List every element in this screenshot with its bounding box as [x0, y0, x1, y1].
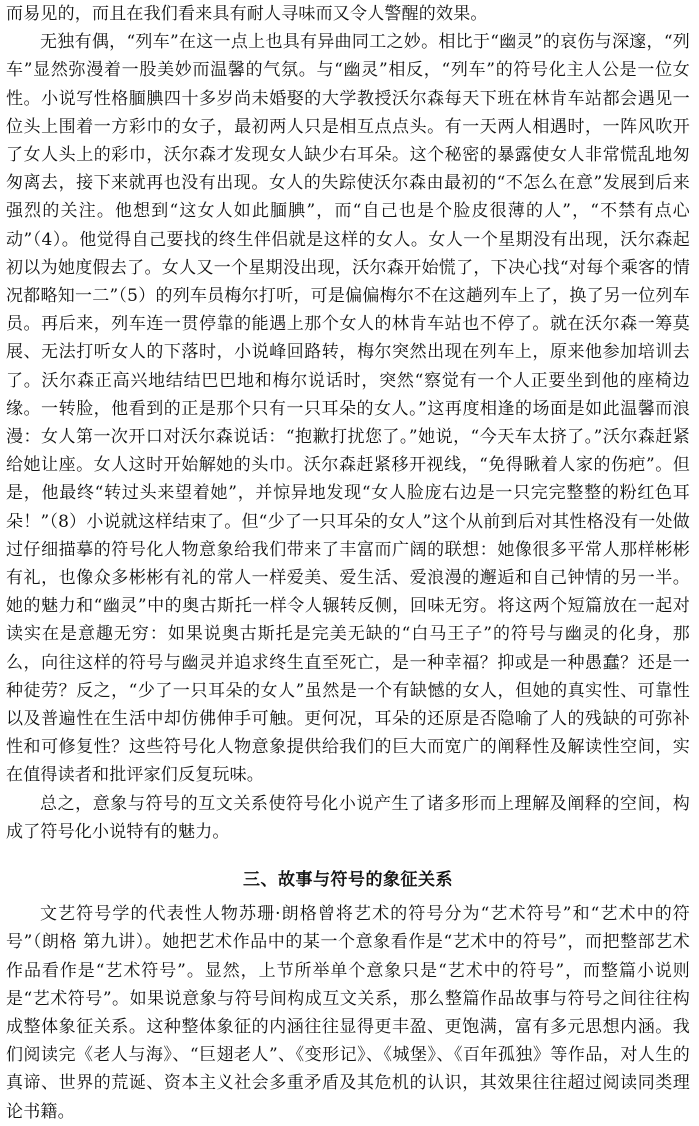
section-heading: 三、故事与符号的象征关系 [243, 870, 453, 891]
paragraph: 无独有偶，“列车”在这一点上也具有异曲同工之妙。相比于“幽灵”的哀伤与深邃，“列车”显然弥漫着一股美妙而温馨的气氛。与“幽灵”相反，“列车”的符号化主人公是一位女性。小说写性格腼腆四十多岁尚未婚娶的大学教授沃尔森每天下班在林肯车站都会遇见一位头上围着一方彩巾的女子，最初两人只是相互点点头。有一天两人相遇时，一阵风吹开了女人头上的彩巾，沃尔森才发现女人缺少右耳朵。这个秘密的暴露使女人非常慌乱地匆匆离去，接下来就再也没有出现。女人的失踪使沃尔森由最初的“不怎么在意”发展到后来强烈的关注。他想到“这女人如此腼腆”，而“自己也是个脸皮很薄的人”，“不禁有点心动”（4）。他觉得自己要找的终生伴侣就是这样的女人。女人一个星期没有出现，沃尔森起初以为她度假去了。女人又一个星期没出现，沃尔森开始慌了，下决心找“对每个乘客的情况都略知一二”（5）的列车员梅尔打听，可是偏偏梅尔不在这趟列车上了，换了另一位列车员。再后来，列车连一贯停靠的能遇上那个女人的林肯车站也不停了。就在沃尔森一筹莫展、无法打听女人的下落时，小说峰回路转，梅尔突然出现在列车上，原来他参加培训去了。沃尔森正高兴地结结巴巴地和梅尔说话时，突然“察觉有一个人正要坐到他的座椅边缘。一转脸，他看到的正是那个只有一只耳朵的女人。”这再度相逢的场面是如此温馨而浪漫：女人第一次开口对沃尔森说话：“抱歉打扰您了。”她说，“今天车太挤了。”沃尔森赶紧给她让座。女人这时开始解她的头巾。沃尔森赶紧移开视线，“免得瞅着人家的伤疤”。但是，他最终“转过头来望着她”，并惊异地发现“女人脸庞右边是一只完完整整的粉红色耳朵！”（8）小说就这样结束了。但“少了一只耳朵的女人”这个从前到后对其性格没有一处做过仔细描摹的符号化人物意象给我们带来了丰富而广阔的联想：她像很多平常人那样彬彬有礼，也像众多彬彬有礼的常人一样爱美、爱生活、爱浪漫的邂逅和自己钟情的另一半。她的魅力和“幽灵”中的奥古斯托一样令人辗转反侧，回味无穷。将这两个短篇放在一起对读实在是意趣无穷：如果说奥古斯托是完美无缺的“白马王子”的符号与幽灵的化身，那么，向往这样的符号与幽灵并追求终生直至死亡，是一种幸福？抑或是一种愚蠢？还是一种徒劳？反之，“少了一只耳朵的女人”虽然是一个有缺憾的女人，但她的真实性、可靠性以及普遍性在生活中却仿佛伸手可触。更何况，耳朵的还原是否隐喻了人的残缺的可弥补性和可修复性？这些符号化人物意象提供给我们的巨大而宽广的阐释性及解读性空间，实在值得读者和批评家们反复玩味。 [6, 32, 690, 786]
document-page [6, 0, 690, 1126]
paragraph: 文艺符号学的代表性人物苏珊·朗格曾将艺术的符号分为“艺术符号”和“艺术中的符号”（朗格 第九讲）。她把艺术作品中的某一个意象看作是“艺术中的符号”，而把整部艺术作品看作是“艺术符号”。显然，上节所举单个意象只是“艺术中的符号”，而整篇小说则是“艺术符号”。如果说意象与符号间构成互文关系，那么整篇作品故事与符号之间往往构成整体象征关系。这种整体象征的内涵往往显得更丰盈、更饱满，富有多元思想内涵。我们阅读完《老人与海》、“巨翅老人”、《变形记》、《城堡》、《百年孤独》等作品，对人生的真谛、世界的荒诞、资本主义社会多重矛盾及其危机的认识，其效果往往超过阅读同类理论书籍。 [6, 904, 690, 1122]
paragraph: 总之，意象与符号的互文关系使符号化小说产生了诸多形而上理解及阐释的空间，构成了符号化小说特有的魅力。 [6, 793, 690, 842]
paragraph: 而易见的，而且在我们看来具有耐人寻味而又令人警醒的效果。 [6, 4, 488, 24]
